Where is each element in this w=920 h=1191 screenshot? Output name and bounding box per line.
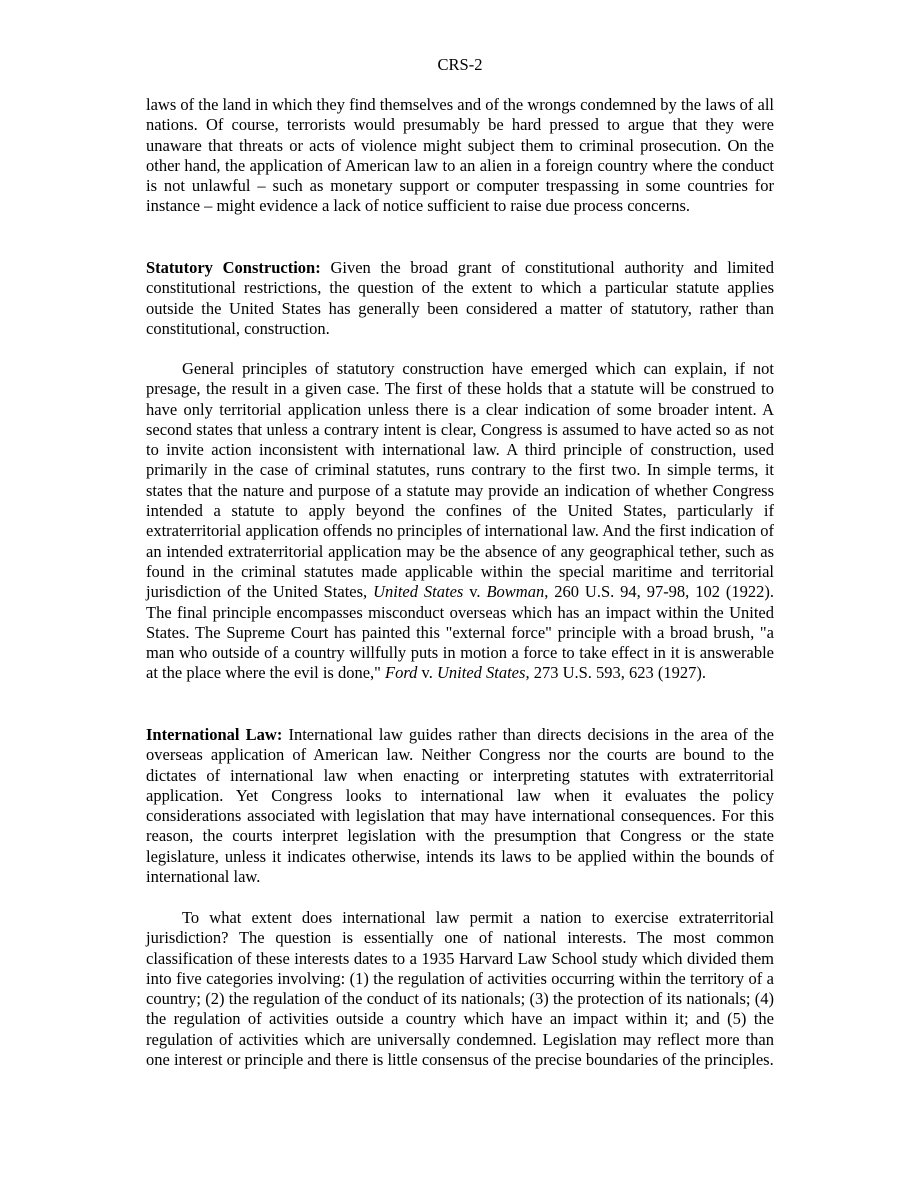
- paragraph-text: , 273 U.S. 593, 623 (1927).: [525, 663, 707, 683]
- case-versus: v.: [417, 663, 437, 683]
- paragraph-text: To what extent does international law permit a nation to exercise extraterritorial jurisdiction? The question is essentially one of national interests. The most common classification of these interests dates to a 1935 Harvard Law School study which divided them into five categories involving: (1) the regulation of activities occurring within the territory of a country; (2) the regulation of the conduct of its nationals; (3) the protection of its nationals; (4) the regulation of activities outside a country which have an impact within it; and (5) the regulation of activities which are universally condemned. Legislation may reflect more than one interest or principle and there is little consensus of the precise boundaries of the principles.: [146, 908, 774, 1070]
- case-name-party: Ford: [385, 663, 418, 683]
- paragraph-national-interests: [146, 908, 774, 1070]
- paragraph-statutory-construction: [146, 258, 774, 339]
- paragraph-general-principles: [146, 359, 774, 684]
- section-heading-statutory-construction: Statutory Construction:: [146, 258, 321, 277]
- paragraph-text: General principles of statutory construction have emerged which can explain, if not presage, the result in a given case. The first of these holds that a statute will be construed to have only territorial application unless there is a clear indication of some broader intent. A second states that unless a contrary intent is clear, Congress is assumed to have acted so as not to invite action inconsistent with international law. A third principle of construction, used primarily in the case of criminal statutes, runs contrary to the first two. In simple terms, it states that the nature and purpose of a statute may provide an indication of whether Congress intended a statute to apply beyond the confines of the United States, particularly if extraterritorial application offends no principles of international law. And the first indication of an intended extraterritorial application may be the absence of any geographical tether, such as found in the criminal statutes made applicable within the special maritime and territorial jurisdiction of the United States,: [146, 359, 774, 602]
- paragraph-notice-concerns: [146, 95, 774, 217]
- case-name-party: Bowman: [486, 582, 545, 602]
- case-versus: v.: [463, 582, 487, 602]
- paragraph-text: , 260 U.S. 94, 97-98, 102 (1922). The final principle encompasses misconduct overseas which has an impact within the United States. The Supreme Court has painted this "external force" principle with a broad brush, "a man who outside of a country willfully puts in motion a force to take effect in it is answerable at the place where the evil is done,": [146, 582, 775, 683]
- section-heading-international-law: International Law:: [146, 725, 283, 744]
- case-name-party: United States: [373, 582, 464, 602]
- paragraph-international-law: [146, 725, 774, 887]
- paragraph-text: Given the broad grant of constitutional authority and limited constitutional restrictions, the question of the extent to which a particular statute applies outside the United States has generally been considered a matter of statutory, rather than constitutional, construction.: [146, 258, 774, 338]
- paragraph-text: International law guides rather than directs decisions in the area of the overseas application of American law. Neither Congress nor the courts are bound to the dictates of international law when enacting or interpreting statutes with extraterritorial application. Yet Congress looks to international law when it evaluates the policy considerations associated with legislation that may have international consequences. For this reason, the courts interpret legislation with the presumption that Congress or the state legislature, unless it indicates otherwise, intends its laws to be applied within the bounds of international law.: [146, 725, 774, 887]
- paragraph-text: laws of the land in which they find themselves and of the wrongs condemned by the laws of all nations. Of course, terrorists would presumably be hard pressed to argue that they were unaware that threats or acts of violence might subject them to criminal prosecution. On the other hand, the application of American law to an alien in a foreign country where the conduct is not unlawful – such as monetary support or computer trespassing in some countries for instance – might evidence a lack of notice sufficient to raise due process concerns.: [146, 95, 774, 216]
- page-header: [0, 55, 920, 75]
- page-number: CRS-2: [437, 55, 483, 74]
- case-name-party: United States: [436, 663, 526, 683]
